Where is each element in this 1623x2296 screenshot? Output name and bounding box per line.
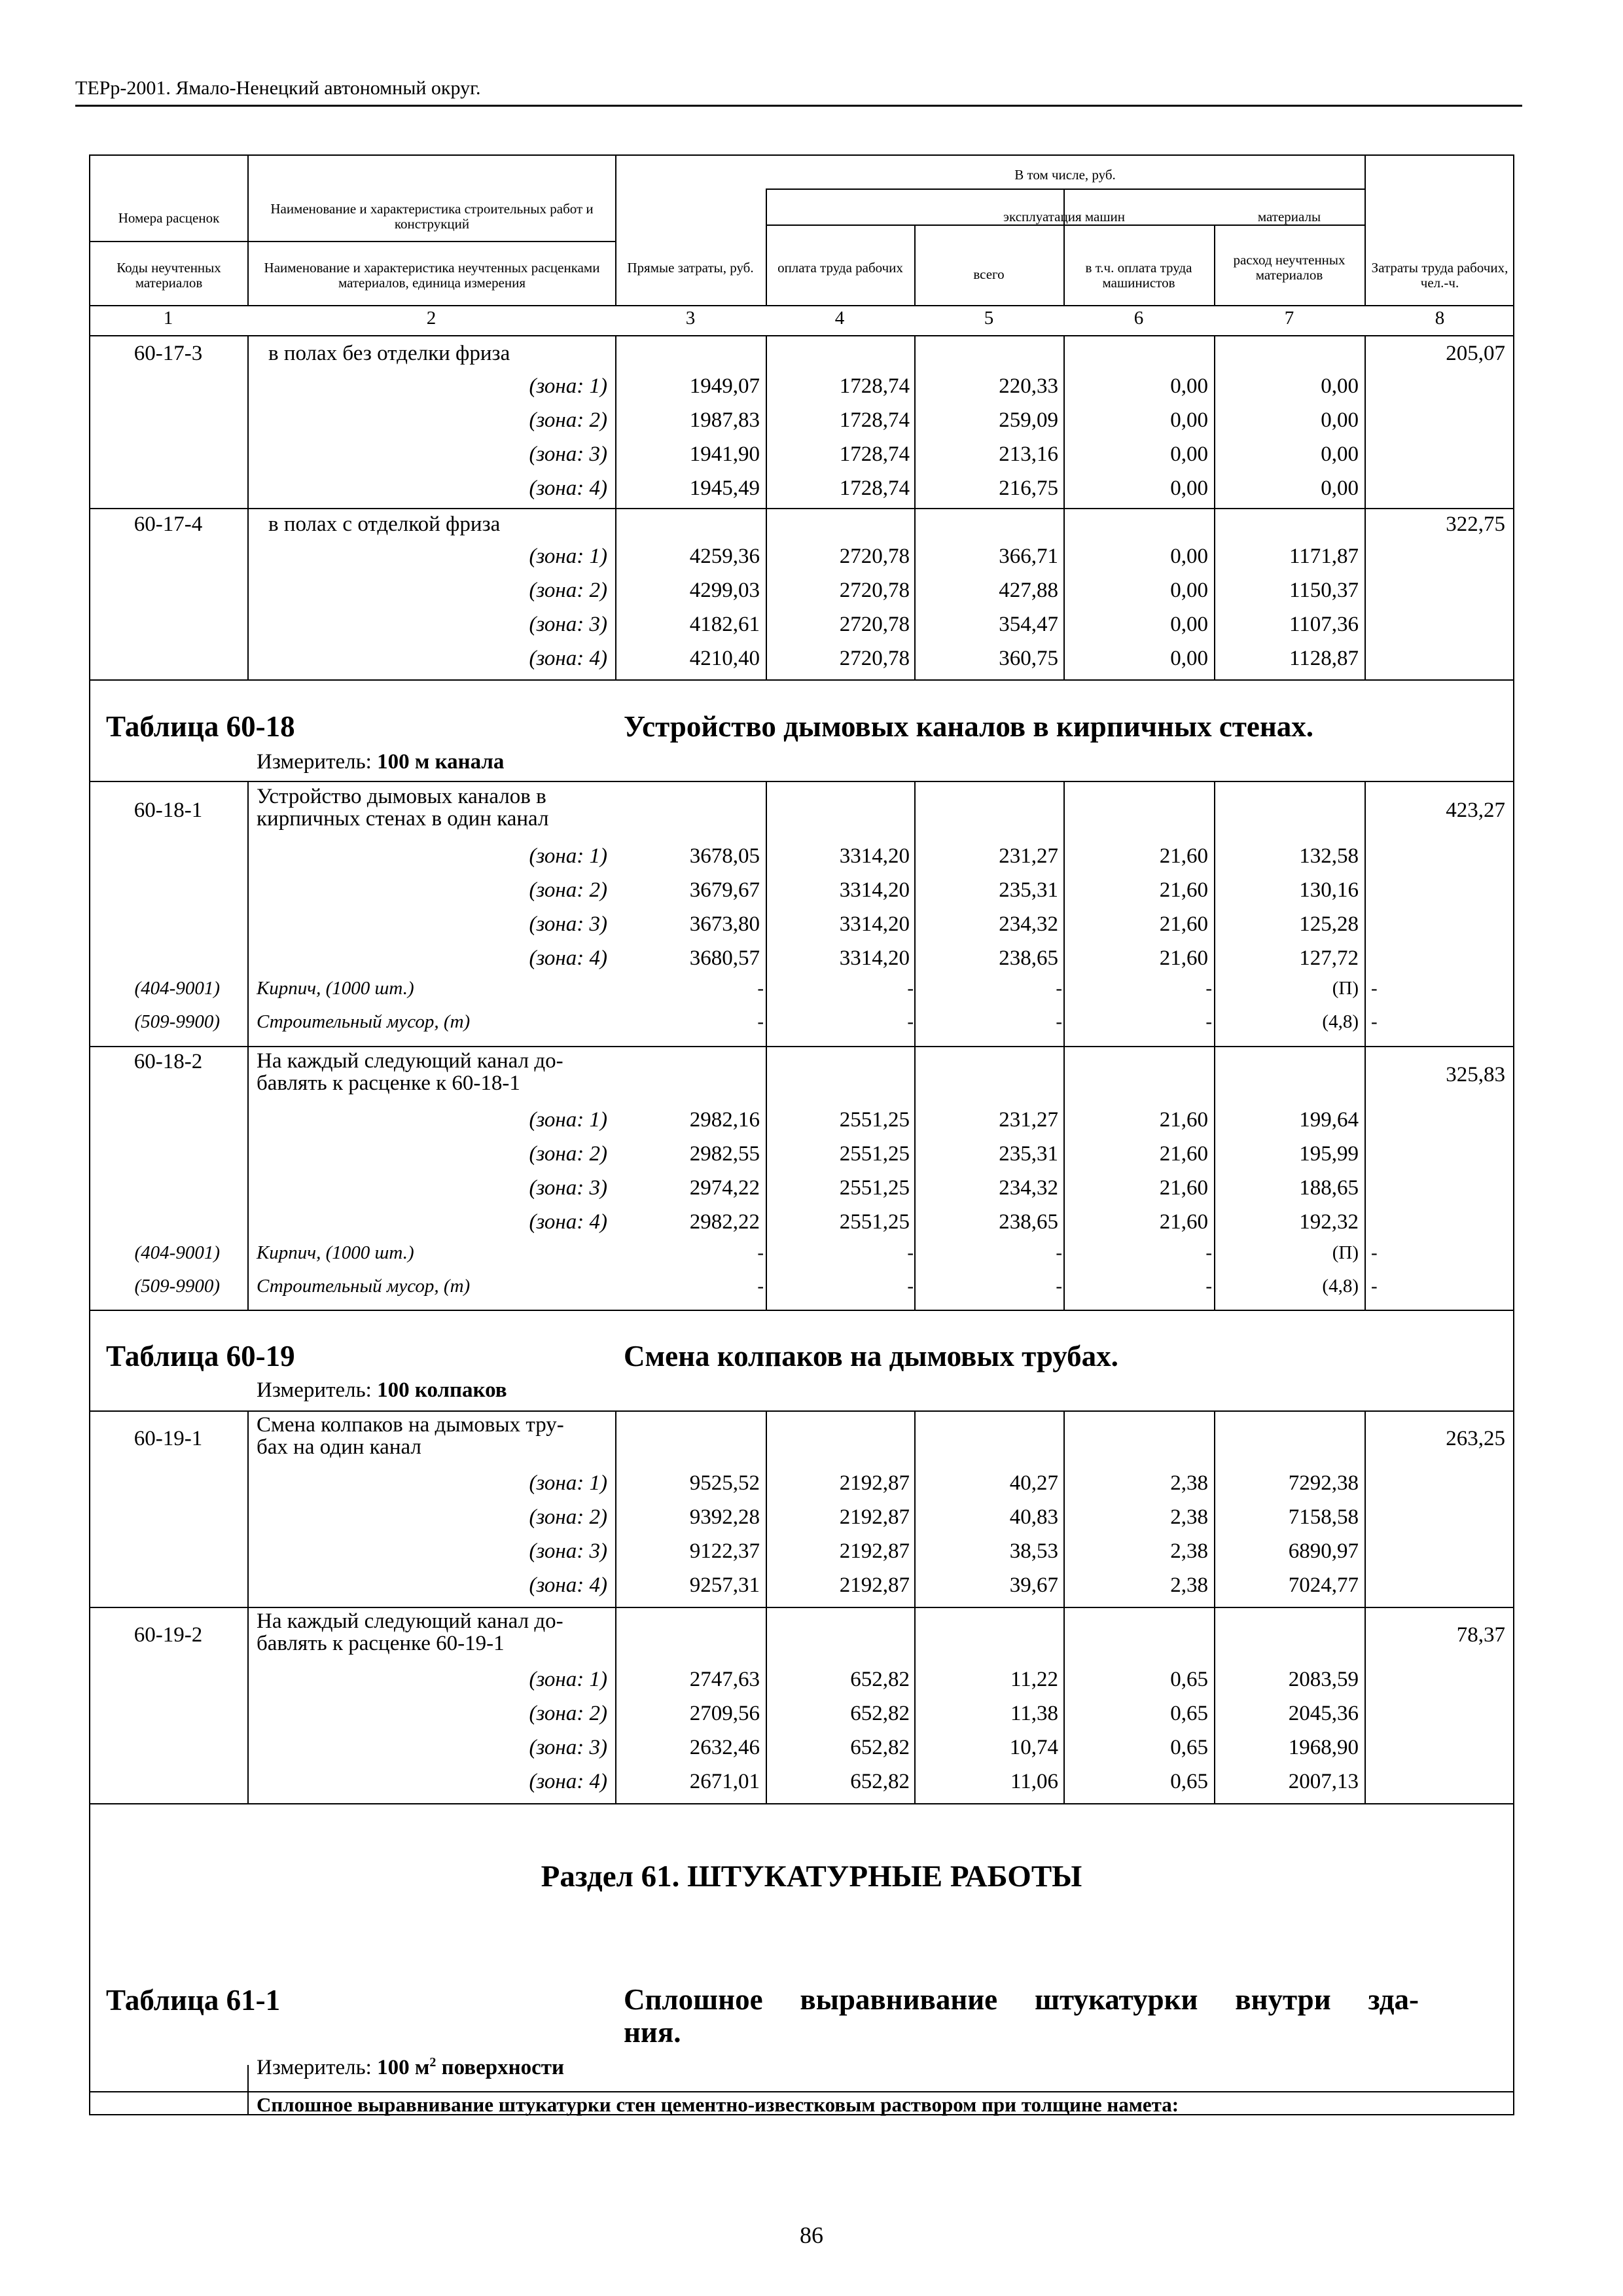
zone-value: 21,60 [1159, 1210, 1208, 1234]
meter-value: 100 м канала [377, 750, 505, 774]
zone-label: (зона: 2) [529, 408, 607, 432]
zone-value: 1949,07 [689, 374, 760, 398]
header-material-name: Наименование и характеристика неучтенных расценками материалов, единица измерения [264, 260, 600, 291]
zone-value: 0,00 [1321, 408, 1359, 432]
row-line [89, 1803, 1514, 1804]
rate-code: 60-17-4 [134, 512, 203, 536]
row-line [89, 679, 1514, 681]
zone-value: 2,38 [1170, 1471, 1208, 1495]
rate-name-line: бах на один канал [257, 1435, 421, 1459]
col-divider [1063, 188, 1065, 305]
zone-value: 427,88 [999, 579, 1058, 602]
row-line [89, 2091, 1514, 2092]
zone-value: 2192,87 [839, 1505, 910, 1529]
col-divider [247, 781, 249, 1310]
zone-value: 2982,16 [689, 1108, 760, 1132]
table-title: Устройство дымовых каналов в кирпичных стенах. [624, 710, 1314, 743]
material-quantity: (4,8) [1322, 1276, 1359, 1297]
row-line [89, 508, 1514, 509]
zone-value: 3679,67 [689, 878, 760, 902]
material-code: (404-9001) [134, 1242, 220, 1263]
zone-value: 2,38 [1170, 1505, 1208, 1529]
zone-value: 38,53 [1009, 1539, 1058, 1563]
material-quantity: (4,8) [1322, 1011, 1359, 1032]
dash: - [907, 978, 914, 999]
zone-value: 1728,74 [839, 408, 910, 432]
dash: - [1205, 1276, 1212, 1297]
zone-label: (зона: 4) [529, 1770, 607, 1793]
table-title [624, 1983, 1419, 2049]
zone-value: 0,65 [1170, 1668, 1208, 1691]
zone-label: (зона: 4) [529, 1573, 607, 1597]
zone-value: 2982,22 [689, 1210, 760, 1234]
dash: - [757, 978, 764, 999]
dash: - [757, 1011, 764, 1032]
zone-value: 192,32 [1299, 1210, 1359, 1234]
zone-value: 9525,52 [689, 1471, 760, 1495]
zone-label: (зона: 4) [529, 1210, 607, 1234]
meter-prefix: Измеритель: [257, 1378, 372, 1402]
header-line [766, 188, 1364, 190]
zone-label: (зона: 2) [529, 878, 607, 902]
zone-value: 0,65 [1170, 1736, 1208, 1759]
zone-label: (зона: 3) [529, 1539, 607, 1563]
labor-cost: 78,37 [1456, 1623, 1505, 1647]
zone-label: (зона: 1) [529, 374, 607, 398]
rate-code: 60-18-1 [134, 798, 203, 822]
zone-label: (зона: 2) [529, 1142, 607, 1166]
zone-value: 11,22 [1010, 1668, 1058, 1691]
header-including: В том числе, руб. [1014, 167, 1116, 183]
zone-value: 7292,38 [1288, 1471, 1359, 1495]
header-machinist-pay: в т.ч. оплата труда машинистов [1085, 260, 1192, 291]
material-name: Кирпич, (1000 шт.) [257, 1242, 414, 1263]
header-line [89, 305, 1514, 306]
zone-label: (зона: 3) [529, 442, 607, 466]
zone-value: 216,75 [999, 476, 1058, 500]
zone-value: 1728,74 [839, 442, 910, 466]
zone-value: 0,00 [1321, 476, 1359, 500]
table-title-line: ния. [624, 2016, 681, 2049]
zone-value: 0,00 [1321, 374, 1359, 398]
zone-value: 231,27 [999, 1108, 1058, 1132]
meter-prefix: Измеритель: [257, 750, 372, 774]
col-divider [1214, 781, 1215, 1310]
zone-value: 3678,05 [689, 844, 760, 868]
meter-prefix: Измеритель: [257, 2056, 372, 2079]
zone-value: 2045,36 [1288, 1702, 1359, 1725]
rate-name: в полах с отделкой фриза [268, 512, 501, 536]
col-divider [1214, 335, 1215, 679]
dash: - [907, 1276, 914, 1297]
zone-label: (зона: 1) [529, 844, 607, 868]
zone-value: 2720,78 [839, 647, 910, 670]
zone-value: 220,33 [999, 374, 1058, 398]
zone-value: 231,27 [999, 844, 1058, 868]
zone-label: (зона: 2) [529, 1702, 607, 1725]
zone-value: 4182,61 [689, 613, 760, 636]
zone-value: 11,38 [1010, 1702, 1058, 1725]
zone-value: 259,09 [999, 408, 1058, 432]
col-divider [914, 781, 916, 1310]
material-code: (404-9001) [134, 978, 220, 999]
rate-name [257, 1050, 610, 1094]
zone-value: 7158,58 [1288, 1505, 1359, 1529]
zone-value: 3314,20 [839, 912, 910, 936]
rate-name [257, 785, 610, 830]
zone-label: (зона: 1) [529, 545, 607, 568]
zone-value: 39,67 [1009, 1573, 1058, 1597]
header-worker-pay: оплата труда рабочих [777, 260, 903, 276]
zone-value: 21,60 [1159, 946, 1208, 970]
row-line [89, 1310, 1514, 1311]
zone-value: 235,31 [999, 878, 1058, 902]
table-title-line: Сплошное выравнивание штукатурки внутри зда- [624, 1983, 1419, 2016]
zone-value: 213,16 [999, 442, 1058, 466]
labor-cost: 322,75 [1446, 512, 1505, 536]
meter-value: поверхности [436, 2056, 564, 2079]
zone-label: (зона: 2) [529, 1505, 607, 1529]
zone-value: 3673,80 [689, 912, 760, 936]
zone-value: 21,60 [1159, 1108, 1208, 1132]
zone-value: 4299,03 [689, 579, 760, 602]
zone-value: 0,00 [1170, 408, 1208, 432]
dash: - [1056, 978, 1062, 999]
col-divider [247, 2065, 249, 2115]
zone-value: 2632,46 [689, 1736, 760, 1759]
dash: - [907, 1242, 914, 1263]
dash: - [1205, 1242, 1212, 1263]
zone-value: 0,00 [1170, 545, 1208, 568]
dash: - [1056, 1011, 1062, 1032]
zone-value: 2709,56 [689, 1702, 760, 1725]
rate-name-line: бавлять к расценке 60-19-1 [257, 1632, 505, 1655]
zone-label: (зона: 3) [529, 1176, 607, 1200]
zone-value: 2192,87 [839, 1539, 910, 1563]
zone-value: 2974,22 [689, 1176, 760, 1200]
material-name: Кирпич, (1000 шт.) [257, 978, 414, 999]
zone-value: 0,00 [1170, 613, 1208, 636]
dash: - [1056, 1276, 1062, 1297]
zone-value: 21,60 [1159, 1142, 1208, 1166]
rate-code: 60-18-2 [134, 1050, 203, 1073]
zone-value: 234,32 [999, 1176, 1058, 1200]
column-number: 4 [834, 308, 845, 329]
zone-value: 652,82 [850, 1736, 910, 1759]
zone-label: (зона: 1) [529, 1108, 607, 1132]
zone-value: 0,00 [1170, 476, 1208, 500]
zone-label: (зона: 2) [529, 579, 607, 602]
zone-value: 1728,74 [839, 374, 910, 398]
col-divider [247, 154, 249, 305]
zone-value: 21,60 [1159, 844, 1208, 868]
zone-value: 2,38 [1170, 1539, 1208, 1563]
header-work-name: Наименование и характеристика строительных работ и конструкций [270, 201, 594, 232]
zone-value: 1128,87 [1289, 647, 1359, 670]
table-label: Таблица 61-1 [106, 1984, 281, 2017]
dash: - [1205, 1011, 1212, 1032]
column-number: 5 [984, 308, 994, 329]
column-number: 6 [1133, 308, 1144, 329]
header-machines-total: всего [973, 266, 1005, 282]
zone-value: 238,65 [999, 946, 1058, 970]
zone-value: 234,32 [999, 912, 1058, 936]
material-quantity: (П) [1332, 1242, 1359, 1263]
zone-label: (зона: 3) [529, 1736, 607, 1759]
rate-code: 60-19-2 [134, 1623, 203, 1647]
header-direct-costs: Прямые затраты, руб. [627, 260, 754, 276]
zone-value: 2720,78 [839, 613, 910, 636]
column-number: 8 [1435, 308, 1445, 329]
header-materials: материалы [1257, 209, 1321, 224]
zone-value: 2007,13 [1288, 1770, 1359, 1793]
header-machines: эксплуатация машин [1003, 209, 1125, 224]
material-name: Строительный мусор, (т) [257, 1276, 471, 1297]
zone-value: 4210,40 [689, 647, 760, 670]
dash: - [1371, 1276, 1378, 1297]
meter-superscript: 2 [429, 2055, 437, 2070]
zone-value: 0,00 [1170, 442, 1208, 466]
dash: - [1205, 978, 1212, 999]
col-divider [1364, 335, 1366, 679]
zone-value: 2192,87 [839, 1573, 910, 1597]
meter-value: 100 колпаков [377, 1378, 507, 1402]
col-divider [1364, 154, 1366, 305]
row-line [89, 781, 1514, 782]
zone-value: 3314,20 [839, 946, 910, 970]
subsection-header: Сплошное выравнивание штукатурки стен цементно-известковым раствором при толщине намета: [257, 2093, 1179, 2116]
dash: - [757, 1276, 764, 1297]
section-title: Раздел 61. ШТУКАТУРНЫЕ РАБОТЫ [541, 1859, 1082, 1893]
zone-value: 1150,37 [1289, 579, 1359, 602]
material-code: (509-9900) [134, 1011, 220, 1032]
rate-name-line: бавлять к расценке к 60-18-1 [257, 1071, 520, 1095]
zone-value: 1987,83 [689, 408, 760, 432]
zone-value: 3314,20 [839, 844, 910, 868]
zone-value: 0,00 [1170, 647, 1208, 670]
header-line [766, 224, 1364, 226]
meter-value: 100 м [377, 2056, 430, 2079]
rate-code: 60-17-3 [134, 342, 203, 365]
zone-value: 652,82 [850, 1770, 910, 1793]
zone-value: 1171,87 [1289, 545, 1359, 568]
zone-value: 9392,28 [689, 1505, 760, 1529]
header-rule [75, 105, 1522, 107]
material-name: Строительный мусор, (т) [257, 1011, 471, 1032]
zone-value: 2,38 [1170, 1573, 1208, 1597]
zone-value: 0,65 [1170, 1770, 1208, 1793]
col-divider [1063, 335, 1065, 679]
col-divider [914, 224, 916, 305]
table-label: Таблица 60-19 [106, 1340, 295, 1372]
zone-value: 2671,01 [689, 1770, 760, 1793]
labor-cost: 325,83 [1446, 1063, 1505, 1086]
header-unaccounted-materials: расход неучтенных материалов [1233, 252, 1346, 283]
rate-name [257, 1610, 610, 1655]
running-header: ТЕРр-2001. Ямало-Ненецкий автономный округ. [75, 77, 481, 99]
header-labor-costs: Затраты труда рабочих, чел.-ч. [1371, 260, 1508, 291]
dash: - [1371, 1011, 1378, 1032]
labor-cost: 263,25 [1446, 1427, 1505, 1450]
zone-value: 2747,63 [689, 1668, 760, 1691]
header-rate-numbers: Номера расценок [118, 210, 220, 226]
col-divider [1214, 224, 1215, 305]
dash: - [1371, 978, 1378, 999]
zone-value: 130,16 [1299, 878, 1359, 902]
dash: - [1371, 1242, 1378, 1263]
rate-name-line: На каждый следующий канал до- [257, 1049, 563, 1073]
zone-value: 195,99 [1299, 1142, 1359, 1166]
col-divider [766, 781, 767, 1310]
zone-value: 3314,20 [839, 878, 910, 902]
zone-value: 9122,37 [689, 1539, 760, 1563]
zone-value: 9257,31 [689, 1573, 760, 1597]
zone-value: 1945,49 [689, 476, 760, 500]
zone-value: 0,65 [1170, 1702, 1208, 1725]
zone-value: 238,65 [999, 1210, 1058, 1234]
zone-value: 1941,90 [689, 442, 760, 466]
col-divider [914, 335, 916, 679]
zone-label: (зона: 3) [529, 912, 607, 936]
column-number: 7 [1284, 308, 1294, 329]
col-divider [615, 154, 616, 305]
zone-value: 1107,36 [1289, 613, 1359, 636]
zone-value: 21,60 [1159, 1176, 1208, 1200]
header-line [89, 335, 1514, 336]
zone-value: 354,47 [999, 613, 1058, 636]
zone-value: 0,00 [1321, 442, 1359, 466]
row-line [89, 1046, 1514, 1047]
zone-value: 235,31 [999, 1142, 1058, 1166]
column-number: 2 [426, 308, 437, 329]
row-line [89, 1607, 1514, 1608]
zone-value: 4259,36 [689, 545, 760, 568]
zone-value: 652,82 [850, 1668, 910, 1691]
zone-value: 2720,78 [839, 579, 910, 602]
zone-value: 10,74 [1009, 1736, 1058, 1759]
zone-value: 2720,78 [839, 545, 910, 568]
page-number: 86 [800, 2222, 823, 2248]
col-divider [766, 188, 767, 305]
header-line [89, 241, 615, 242]
zone-value: 6890,97 [1288, 1539, 1359, 1563]
zone-value: 125,28 [1299, 912, 1359, 936]
labor-cost: 205,07 [1446, 342, 1505, 365]
rate-name-line: кирпичных стенах в один канал [257, 807, 549, 831]
col-divider [1364, 781, 1366, 1310]
rate-name [257, 1414, 610, 1458]
col-divider [766, 335, 767, 679]
zone-label: (зона: 1) [529, 1471, 607, 1495]
zone-value: 11,06 [1010, 1770, 1058, 1793]
zone-value: 1728,74 [839, 476, 910, 500]
col-divider [247, 335, 249, 679]
zone-label: (зона: 4) [529, 946, 607, 970]
zone-value: 366,71 [999, 545, 1058, 568]
material-code: (509-9900) [134, 1276, 220, 1297]
zone-value: 127,72 [1299, 946, 1359, 970]
rate-name-line: Устройство дымовых каналов в [257, 785, 546, 808]
col-divider [615, 335, 616, 679]
dash: - [757, 1242, 764, 1263]
zone-label: (зона: 4) [529, 647, 607, 670]
zone-label: (зона: 1) [529, 1668, 607, 1691]
meter [257, 750, 504, 774]
zone-value: 21,60 [1159, 912, 1208, 936]
meter [257, 2055, 564, 2080]
zone-label: (зона: 3) [529, 613, 607, 636]
zone-value: 2551,25 [839, 1176, 910, 1200]
zone-value: 0,00 [1170, 579, 1208, 602]
labor-cost: 423,27 [1446, 798, 1505, 822]
zone-value: 199,64 [1299, 1108, 1359, 1132]
zone-value: 652,82 [850, 1702, 910, 1725]
rate-name: в полах без отделки фриза [268, 342, 510, 365]
dash: - [1056, 1242, 1062, 1263]
table-label: Таблица 60-18 [106, 710, 295, 743]
column-number: 1 [163, 308, 173, 329]
zone-value: 7024,77 [1288, 1573, 1359, 1597]
zone-value: 40,27 [1009, 1471, 1058, 1495]
material-quantity: (П) [1332, 978, 1359, 999]
zone-value: 2982,55 [689, 1142, 760, 1166]
rate-code: 60-19-1 [134, 1427, 203, 1450]
zone-value: 360,75 [999, 647, 1058, 670]
zone-value: 2192,87 [839, 1471, 910, 1495]
zone-value: 40,83 [1009, 1505, 1058, 1529]
rate-name-line: На каждый следующий канал до- [257, 1609, 563, 1633]
zone-value: 2551,25 [839, 1108, 910, 1132]
row-line [89, 1410, 1514, 1412]
header-material-codes: Коды неучтенных материалов [116, 260, 221, 291]
meter [257, 1378, 507, 1403]
col-divider [1063, 781, 1065, 1310]
zone-value: 2083,59 [1288, 1668, 1359, 1691]
table-title: Смена колпаков на дымовых трубах. [624, 1340, 1118, 1372]
zone-value: 0,00 [1170, 374, 1208, 398]
zone-value: 188,65 [1299, 1176, 1359, 1200]
zone-value: 2551,25 [839, 1142, 910, 1166]
zone-value: 3680,57 [689, 946, 760, 970]
dash: - [907, 1011, 914, 1032]
column-number: 3 [685, 308, 696, 329]
rate-name-line: Смена колпаков на дымовых тру- [257, 1413, 564, 1437]
zone-value: 2551,25 [839, 1210, 910, 1234]
zone-value: 132,58 [1299, 844, 1359, 868]
zone-label: (зона: 4) [529, 476, 607, 500]
zone-value: 21,60 [1159, 878, 1208, 902]
zone-value: 1968,90 [1288, 1736, 1359, 1759]
